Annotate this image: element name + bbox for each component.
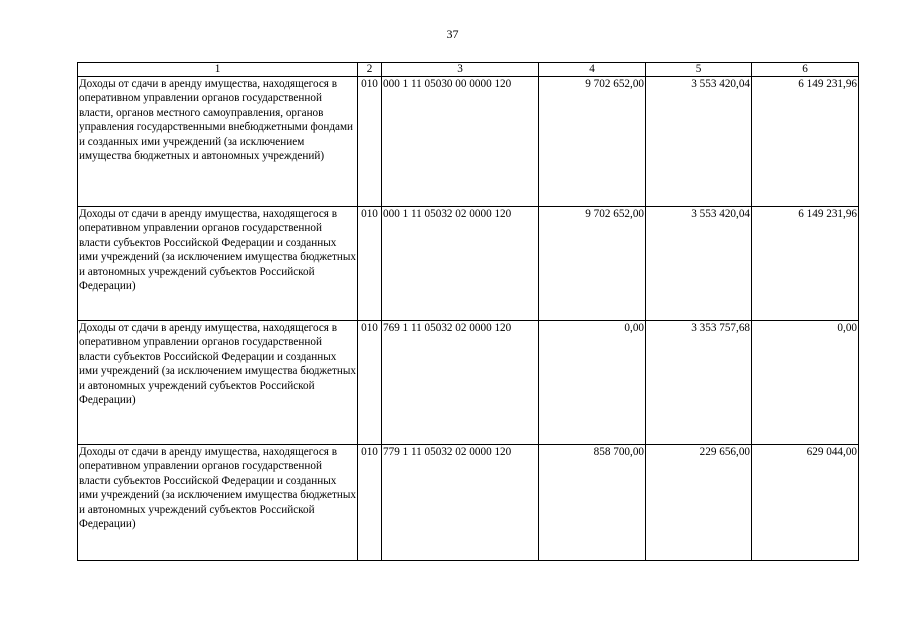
row-value-6: 0,00 (752, 321, 859, 445)
row-description: Доходы от сдачи в аренду имущества, находящегося в оперативном управлении органов государственной власти, органов местного самоуправления, органов управления государственными внебюджетными фондами и созданных ими учреждений (за исключением имущества бюджетных и автономных учреждений) (78, 77, 358, 207)
row-code-a: 010 (358, 321, 382, 445)
row-value-5: 3 553 420,04 (646, 207, 752, 321)
table-header-row (78, 63, 859, 77)
row-description: Доходы от сдачи в аренду имущества, находящегося в оперативном управлении органов государственной власти субъектов Российской Федерации и созданных ими учреждений (за исключением имущества бюджетных и автономных учреждений субъектов Российской Федерации) (78, 207, 358, 321)
row-value-5: 229 656,00 (646, 445, 752, 561)
row-value-5: 3 353 757,68 (646, 321, 752, 445)
table-row (78, 207, 859, 321)
column-header: 4 (539, 63, 646, 77)
revenue-table (77, 62, 859, 561)
column-header: 5 (646, 63, 752, 77)
row-value-4: 9 702 652,00 (539, 77, 646, 207)
row-value-4: 0,00 (539, 321, 646, 445)
row-code-b: 769 1 11 05032 02 0000 120 (382, 321, 539, 445)
page-number: 37 (446, 27, 459, 41)
row-code-b: 779 1 11 05032 02 0000 120 (382, 445, 539, 561)
row-code-a: 010 (358, 77, 382, 207)
row-description: Доходы от сдачи в аренду имущества, находящегося в оперативном управлении органов государственной власти субъектов Российской Федерации и созданных ими учреждений (за исключением имущества бюджетных и автономных учреждений субъектов Российской Федерации) (78, 321, 358, 445)
row-description: Доходы от сдачи в аренду имущества, находящегося в оперативном управлении органов государственной власти субъектов Российской Федерации и созданных ими учреждений (за исключением имущества бюджетных и автономных учреждений субъектов Российской Федерации) (78, 445, 358, 561)
row-value-4: 9 702 652,00 (539, 207, 646, 321)
row-code-a: 010 (358, 207, 382, 321)
row-value-6: 6 149 231,96 (752, 207, 859, 321)
row-code-a: 010 (358, 445, 382, 561)
column-header: 2 (358, 63, 382, 77)
column-header: 1 (78, 63, 358, 77)
row-code-b: 000 1 11 05032 02 0000 120 (382, 207, 539, 321)
row-value-5: 3 553 420,04 (646, 77, 752, 207)
row-value-4: 858 700,00 (539, 445, 646, 561)
table-row (78, 445, 859, 561)
row-code-b: 000 1 11 05030 00 0000 120 (382, 77, 539, 207)
table-row (78, 77, 859, 207)
column-header: 6 (752, 63, 859, 77)
row-value-6: 629 044,00 (752, 445, 859, 561)
column-header: 3 (382, 63, 539, 77)
row-value-6: 6 149 231,96 (752, 77, 859, 207)
table-row (78, 321, 859, 445)
